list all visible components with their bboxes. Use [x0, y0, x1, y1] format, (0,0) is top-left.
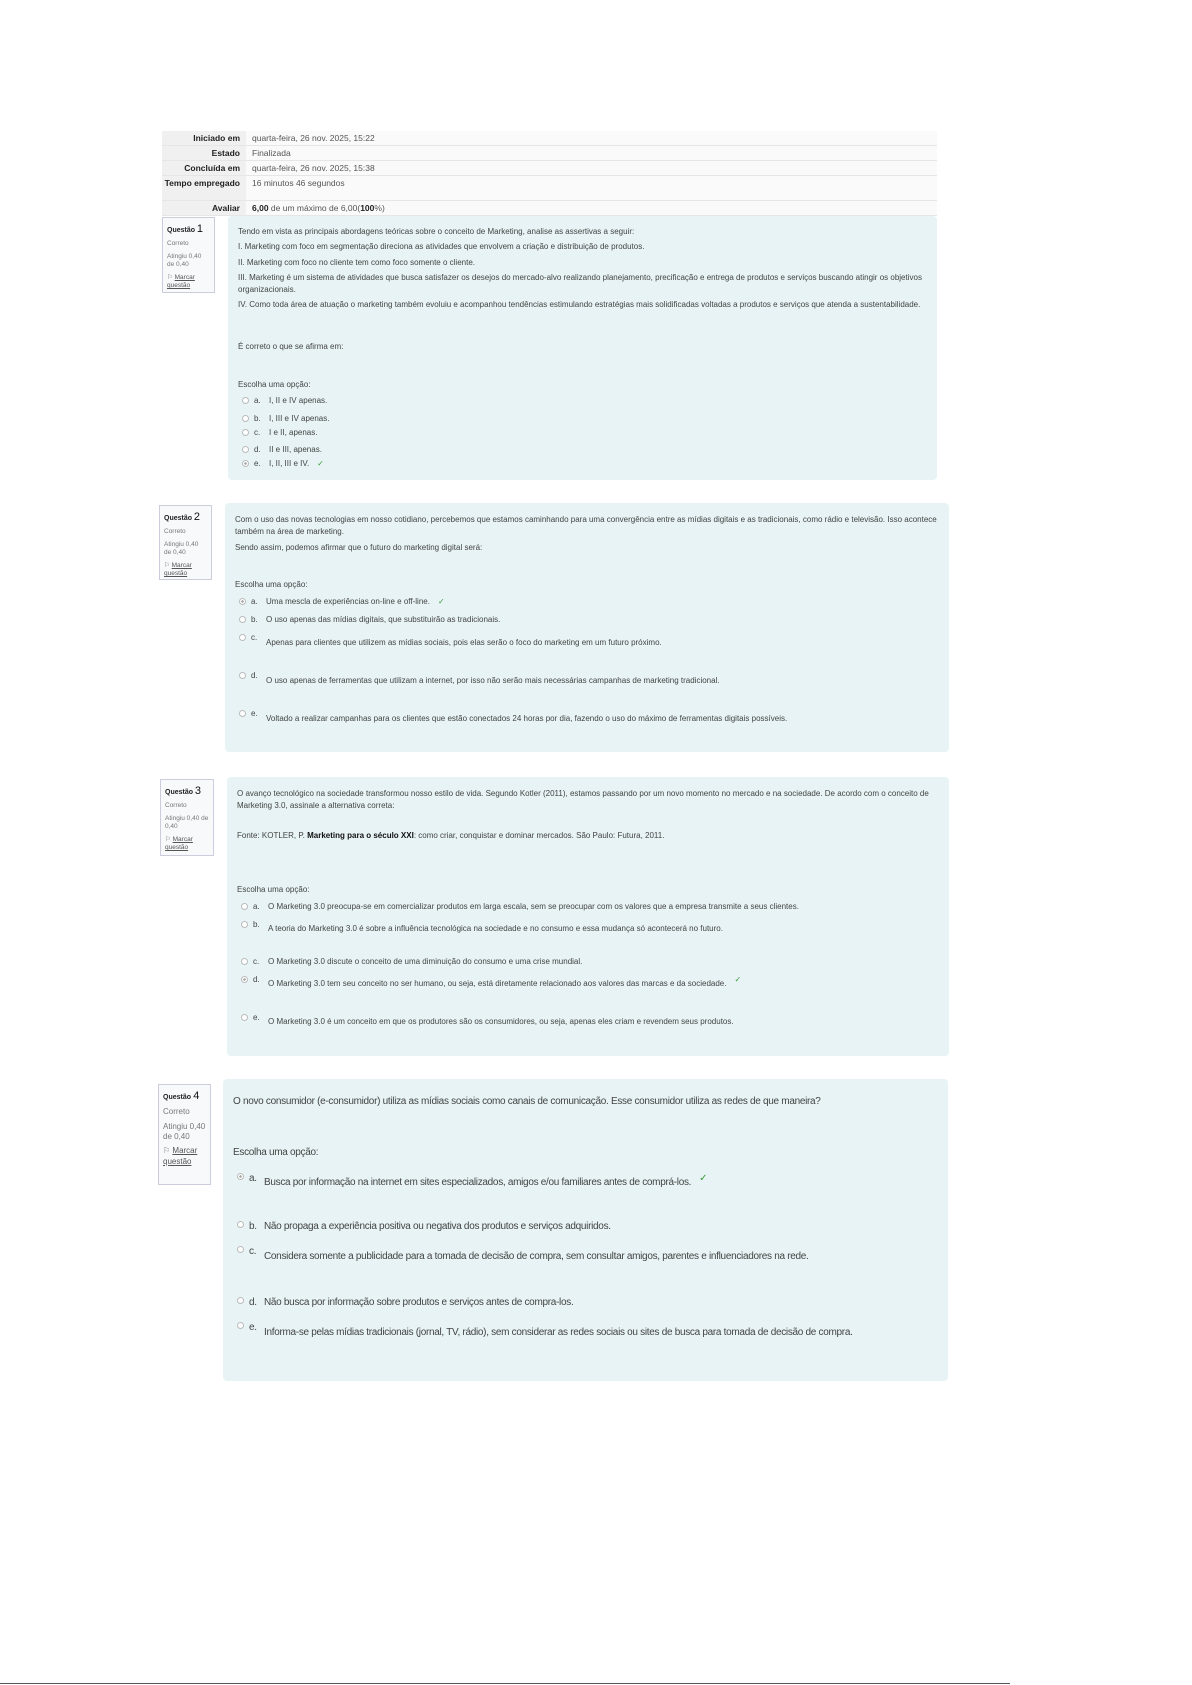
- flag-question-link[interactable]: Marcar questão: [167, 273, 195, 290]
- flag-question-link[interactable]: Marcar questão: [164, 561, 192, 578]
- option-c[interactable]: c. I e II, apenas.: [242, 428, 927, 437]
- radio[interactable]: [237, 1246, 244, 1253]
- question-content-2: Com o uso das novas tecnologias em nosso cotidiano, percebemos que estamos caminhando para uma convergência entre as mídias digitais e as tradicionais, como rádio e televisão. Isso acontece também na área de marketing. Sendo assim, podemos afirmar que o futuro do marketing digital será: Escolha uma opção: a. Uma mescla de experiências on-line e off-line. ✓ b. O uso apenas das mídias digitais, que substituirão as tradicionais. c. Apenas para clientes que utilizem as mídias sociais, pois elas serão o foco do marketing em um futuro próximo. d. O uso apenas de ferramentas que utilizam a internet, por isso não serão mais necessárias campanhas de marketing tradicional. e. Voltado a realizar campanhas para os clientes que estão conectados 24 horas por dia, fazendo o uso do máximo de ferramentas digitais possíveis.: [225, 503, 949, 752]
- radio[interactable]: [239, 710, 246, 717]
- option-e[interactable]: e. O Marketing 3.0 é um conceito em que os produtores são os consumidores, ou seja, apenas eles criam e revendem seus produtos.: [241, 1013, 939, 1026]
- option-a[interactable]: a. I, II e IV apenas.: [242, 396, 927, 405]
- option-b[interactable]: b. I, III e IV apenas.: [242, 414, 927, 423]
- option-b[interactable]: b. A teoria do Marketing 3.0 é sobre a influência tecnológica na sociedade e no consumo e essa mudança só acontecerá no futuro.: [241, 920, 939, 933]
- radio[interactable]: [242, 429, 249, 436]
- option-b[interactable]: b. O uso apenas das mídias digitais, que substituirão as tradicionais.: [239, 615, 939, 624]
- radio-selected[interactable]: [239, 598, 246, 605]
- radio[interactable]: [237, 1221, 244, 1228]
- option-c[interactable]: c. Apenas para clientes que utilizem as mídias sociais, pois elas serão o foco do marketing em um futuro próximo.: [239, 633, 939, 647]
- flag-icon: ⚐: [163, 1146, 171, 1156]
- radio[interactable]: [241, 921, 248, 928]
- attempt-summary-table: [162, 131, 937, 216]
- correct-check-icon: ✓: [317, 459, 324, 468]
- page-bottom-divider: [0, 1683, 1010, 1684]
- source-citation: Fonte: KOTLER, P. Marketing para o século XXI: como criar, conquistar e dominar mercados. São Paulo: Futura, 2011.: [237, 831, 665, 840]
- option-c[interactable]: c. O Marketing 3.0 discute o conceito de uma diminuição do consumo e uma crise mundial.: [241, 957, 939, 966]
- summary-row-started: Iniciado em quarta-feira, 26 nov. 2025, 15:22: [162, 131, 937, 146]
- option-c[interactable]: c. Considera somente a publicidade para a tomada de decisão de compra, sem consultar amigos, parentes e influenciadores na rede.: [237, 1245, 938, 1264]
- question-content-4: O novo consumidor (e-consumidor) utiliza as mídias sociais como canais de comunicação. Esse consumidor utiliza as redes de que maneira? Escolha uma opção: a. Busca por informação na internet em sites especializados, amigos e/ou familiares antes de comprá-los. ✓ b. Não propaga a experiência positiva ou negativa dos produtos e serviços adquiridos. c. Considera somente a publicidade para a tomada de decisão de compra, sem consultar amigos, parentes e influenciadores na rede. d. Não busca por informação sobre produtos e serviços antes de compra-los. e. Informa-se pelas mídias tradicionais (jornal, TV, rádio), sem considerar as redes sociais ou sites de busca para tomada de decisão de compra.: [223, 1079, 948, 1381]
- flag-question-link[interactable]: Marcar questão: [165, 835, 193, 852]
- radio[interactable]: [242, 446, 249, 453]
- option-a[interactable]: a. O Marketing 3.0 preocupa-se em comercializar produtos em larga escala, sem se preocupar com os valores que a empresa transmite a seus clientes.: [241, 902, 939, 911]
- summary-row-grade: Avaliar 6,00 de um máximo de 6,00(100%): [162, 201, 937, 216]
- option-d[interactable]: d. Não busca por informação sobre produtos e serviços antes de compra-los.: [237, 1296, 938, 1310]
- radio[interactable]: [239, 672, 246, 679]
- summary-row-time: Tempo empregado 16 minutos 46 segundos: [162, 176, 937, 201]
- question-content-3: O avanço tecnológico na sociedade transformou nosso estilo de vida. Segundo Kotler (2011), estamos passando por um novo momento no mercado e na sociedade. De acordo com o conceito de Marketing 3.0, assinale a alternativa correta: Fonte: KOTLER, P. Marketing para o século XXI: como criar, conquistar e dominar mercados. São Paulo: Futura, 2011. Escolha uma opção: a. O Marketing 3.0 preocupa-se em comercializar produtos em larga escala, sem se preocupar com os valores que a empresa transmite a seus clientes. b. A teoria do Marketing 3.0 é sobre a influência tecnológica na sociedade e no consumo e essa mudança só acontecerá no futuro. c. O Marketing 3.0 discute o conceito de uma diminuição do consumo e uma crise mundial. d. O Marketing 3.0 tem seu conceito no ser humano, ou seja, está diretamente relacionado aos valores das marcas e da sociedade. ✓ e. O Marketing 3.0 é um conceito em que os produtores são os consumidores, ou seja, apenas eles criam e revendem seus produtos.: [227, 777, 949, 1056]
- radio[interactable]: [237, 1322, 244, 1329]
- option-d[interactable]: d. O uso apenas de ferramentas que utilizam a internet, por isso não serão mais necessárias campanhas de marketing tradicional.: [239, 671, 939, 685]
- radio[interactable]: [241, 1014, 248, 1021]
- question-content-1: Tendo em vista as principais abordagens teóricas sobre o conceito de Marketing, analise as assertivas a seguir: I. Marketing com foco em segmentação direciona as atividades que envolvem a criação e distribuição de produtos. II. Marketing com foco no cliente tem como foco somente o cliente. III. Marketing é um sistema de atividades que busca satisfazer os desejos do mercado-alvo realizando planejamento, precificação e entrega de produtos e serviços buscando atingir os objetivos organizacionais. IV. Como toda área de atuação o marketing também evoluiu e acompanhou tendências estimulando estratégias mais solidificadas voltadas a produtos e serviços que atenda a sustentabilidade. É correto o que se afirma em: Escolha uma opção: a. I, II e IV apenas. b. I, III e IV apenas. c. I e II, apenas. d. II e III, apenas. e. I, II, III e IV. ✓: [228, 216, 937, 480]
- question-info-4: Questão 4 Correto Atingiu 0,40 de 0,40 ⚐ Marcar questão: [158, 1084, 211, 1185]
- correct-check-icon: ✓: [437, 597, 445, 606]
- option-d[interactable]: d. O Marketing 3.0 tem seu conceito no ser humano, ou seja, está diretamente relacionado aos valores das marcas e da sociedade. ✓: [241, 975, 939, 988]
- question-info-1: Questão 1 Correto Atingiu 0,40 de 0,40 ⚐ Marcar questão: [162, 217, 215, 293]
- radio[interactable]: [241, 958, 248, 965]
- radio[interactable]: [241, 903, 248, 910]
- option-a[interactable]: a. Busca por informação na internet em sites especializados, amigos e/ou familiares antes de comprá-los. ✓: [237, 1172, 938, 1190]
- radio[interactable]: [239, 634, 246, 641]
- correct-check-icon: ✓: [734, 975, 742, 984]
- flag-icon: ⚐: [165, 835, 171, 843]
- radio[interactable]: [239, 616, 246, 623]
- question-info-3: Questão 3 Correto Atingiu 0,40 de 0,40 ⚐ Marcar questão: [160, 779, 214, 856]
- summary-row-completed: Concluída em quarta-feira, 26 nov. 2025, 15:38: [162, 161, 937, 176]
- radio[interactable]: [242, 415, 249, 422]
- radio[interactable]: [237, 1297, 244, 1304]
- correct-check-icon: ✓: [699, 1173, 708, 1184]
- option-a[interactable]: a. Uma mescla de experiências on-line e off-line. ✓: [239, 597, 939, 606]
- option-e[interactable]: e. I, II, III e IV. ✓: [242, 459, 927, 468]
- radio[interactable]: [242, 397, 249, 404]
- option-e[interactable]: e. Voltado a realizar campanhas para os clientes que estão conectados 24 horas por dia, fazendo o uso do máximo de ferramentas digitais possíveis.: [239, 709, 939, 723]
- flag-question-link[interactable]: Marcar questão: [163, 1146, 198, 1166]
- option-d[interactable]: d. II e III, apenas.: [242, 445, 927, 454]
- flag-icon: ⚐: [164, 561, 170, 569]
- summary-row-state: Estado Finalizada: [162, 146, 937, 161]
- option-e[interactable]: e. Informa-se pelas mídias tradicionais (jornal, TV, rádio), sem considerar as redes sociais ou sites de busca para tomada de decisão de compra.: [237, 1321, 938, 1340]
- radio-selected[interactable]: [237, 1173, 244, 1180]
- option-b[interactable]: b. Não propaga a experiência positiva ou negativa dos produtos e serviços adquiridos.: [237, 1220, 938, 1234]
- question-info-2: Questão 2 Correto Atingiu 0,40 de 0,40 ⚐ Marcar questão: [159, 505, 212, 580]
- radio-selected[interactable]: [242, 460, 249, 467]
- radio-selected[interactable]: [241, 976, 248, 983]
- flag-icon: ⚐: [167, 273, 173, 281]
